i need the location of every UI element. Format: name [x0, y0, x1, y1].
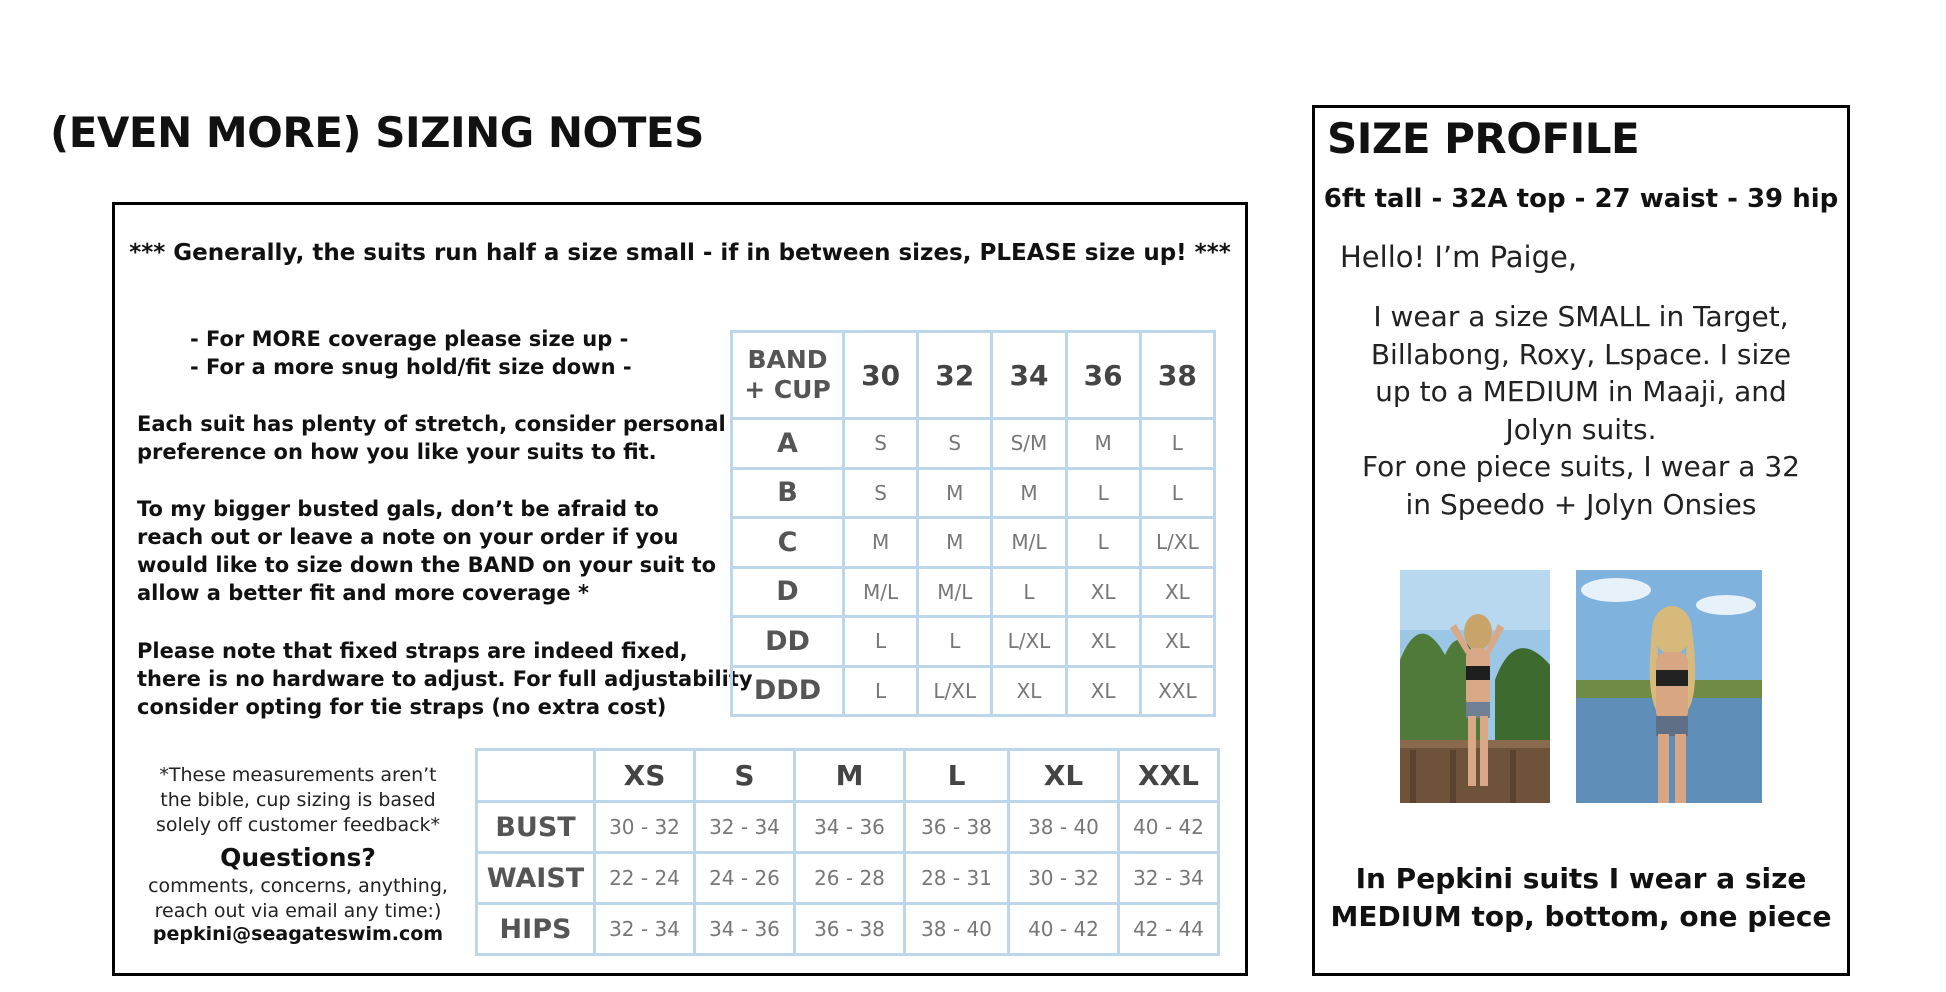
- measurement-cell: 34 - 36: [795, 802, 905, 853]
- bio-line: For one piece suits, I wear a 32: [1362, 450, 1800, 483]
- measurement-label: WAIST: [477, 853, 595, 904]
- stretch-note-line: Each suit has plenty of stretch, consider personal: [137, 412, 726, 436]
- size-cell: L/XL: [918, 666, 992, 716]
- corner-line: + CUP: [744, 375, 831, 404]
- coverage-note-size-down: - For a more snug hold/fit size down -: [190, 355, 632, 379]
- contact-line: reach out via email any time:): [154, 900, 442, 922]
- size-cell: L: [844, 666, 918, 716]
- measurement-cell: 24 - 26: [695, 853, 795, 904]
- size-header-cell: S: [695, 750, 795, 802]
- pepkini-size-note: [1312, 860, 1850, 936]
- measurement-cell: 32 - 34: [595, 904, 695, 955]
- contact-note: [128, 874, 468, 924]
- measurement-row: [477, 853, 1219, 904]
- size-cell: XL: [1066, 567, 1140, 617]
- size-header-cell: L: [905, 750, 1009, 802]
- model-photo-water: [1576, 570, 1762, 803]
- straps-note-line: consider opting for tie straps (no extra cost): [137, 695, 667, 719]
- size-cell: L/XL: [992, 617, 1066, 667]
- size-cell: XL: [992, 666, 1066, 716]
- measurement-cell: 28 - 31: [905, 853, 1009, 904]
- size-cell: XL: [1066, 666, 1140, 716]
- contact-email[interactable]: pepkini@seagateswim.com: [152, 923, 444, 945]
- body-measurement-table: [475, 748, 1220, 956]
- cup-label: C: [732, 518, 844, 568]
- questions-heading: Questions?: [220, 843, 376, 872]
- cup-label: D: [732, 567, 844, 617]
- band-note-line: allow a better fit and more coverage *: [137, 581, 589, 605]
- straps-note-line: there is no hardware to adjust. For full adjustability: [137, 667, 753, 691]
- measurement-label: BUST: [477, 802, 595, 853]
- disclaimer-line: solely off customer feedback*: [155, 814, 441, 836]
- size-cell: L: [1140, 468, 1214, 518]
- size-cell: M/L: [844, 567, 918, 617]
- page-title: (EVEN MORE) SIZING NOTES: [50, 108, 704, 157]
- size-header-cell: XS: [595, 750, 695, 802]
- general-sizing-note: *** Generally, the suits run half a size small - if in between sizes, PLEASE size up! ***: [129, 240, 1231, 266]
- measurement-row: [477, 904, 1219, 955]
- size-cell: L: [1066, 468, 1140, 518]
- band-header-cell: 38: [1140, 332, 1214, 419]
- straps-note-line: Please note that fixed straps are indeed fixed,: [137, 639, 688, 663]
- band-note: [137, 495, 716, 607]
- cup-row: [732, 617, 1215, 667]
- bio-line: I wear a size SMALL in Target,: [1373, 300, 1789, 333]
- cup-row: [732, 468, 1215, 518]
- band-cup-corner-label: [732, 332, 844, 419]
- bio-line: up to a MEDIUM in Maaji, and: [1375, 375, 1787, 408]
- size-header-cell: XL: [1009, 750, 1119, 802]
- band-header-cell: 32: [918, 332, 992, 419]
- size-cell: S: [918, 419, 992, 469]
- measurement-cell: 26 - 28: [795, 853, 905, 904]
- cup-label: DD: [732, 617, 844, 667]
- size-cell: M/L: [992, 518, 1066, 568]
- size-cell: L: [918, 617, 992, 667]
- cup-row: [732, 567, 1215, 617]
- size-cell: M: [844, 518, 918, 568]
- band-note-line: reach out or leave a note on your order if you: [137, 525, 679, 549]
- cup-label: A: [732, 419, 844, 469]
- bio-line: Jolyn suits.: [1505, 412, 1657, 446]
- stretch-note: [137, 410, 726, 466]
- measurement-cell: 40 - 42: [1119, 802, 1219, 853]
- size-header-cell: M: [795, 750, 905, 802]
- bio-line: Billabong, Roxy, Lspace. I size: [1370, 337, 1792, 371]
- size-cell: XXL: [1140, 666, 1214, 716]
- band-header-cell: 36: [1066, 332, 1140, 419]
- cup-row: [732, 419, 1215, 469]
- measurement-cell: 40 - 42: [1009, 904, 1119, 955]
- disclaimer-line: the bible, cup sizing is based: [160, 789, 436, 811]
- size-cell: L: [992, 567, 1066, 617]
- greeting: Hello! I’m Paige,: [1340, 240, 1578, 274]
- size-cell: L: [844, 617, 918, 667]
- band-header-cell: 30: [844, 332, 918, 419]
- size-cell: L: [1140, 419, 1214, 469]
- size-cell: M/L: [918, 567, 992, 617]
- size-cell: M: [918, 518, 992, 568]
- cup-label: DDD: [732, 666, 844, 716]
- straps-note: [137, 637, 753, 721]
- cup-label: B: [732, 468, 844, 518]
- pepkini-note-line: In Pepkini suits I wear a size: [1355, 862, 1807, 895]
- size-cell: XL: [1140, 617, 1214, 667]
- size-bio: [1330, 298, 1832, 523]
- measurement-row: [477, 802, 1219, 853]
- bio-line: in Speedo + Jolyn Onsies: [1405, 487, 1757, 521]
- measurement-cell: 36 - 38: [905, 802, 1009, 853]
- measurement-cell: 30 - 32: [1009, 853, 1119, 904]
- body-stats: 6ft tall - 32A top - 27 waist - 39 hip: [1323, 184, 1839, 214]
- band-header-row: [732, 332, 1215, 419]
- measurement-cell: 32 - 34: [1119, 853, 1219, 904]
- size-cell: M: [1066, 419, 1140, 469]
- size-cell: M: [992, 468, 1066, 518]
- size-cell: S: [844, 419, 918, 469]
- band-note-line: To my bigger busted gals, don’t be afraid to: [137, 497, 659, 521]
- band-cup-size-table: [730, 330, 1216, 717]
- contact-line: comments, concerns, anything,: [148, 875, 448, 897]
- stretch-note-line: preference on how you like your suits to fit.: [137, 440, 657, 464]
- size-cell: L: [1066, 518, 1140, 568]
- measurement-disclaimer: [128, 763, 468, 838]
- photo-illustration: [1400, 570, 1550, 803]
- measurement-cell: 22 - 24: [595, 853, 695, 904]
- pepkini-note-line: MEDIUM top, bottom, one piece: [1330, 900, 1832, 933]
- band-note-line: would like to size down the BAND on your suit to: [137, 553, 717, 577]
- size-profile-frame: [1312, 105, 1850, 976]
- measurement-cell: 32 - 34: [695, 802, 795, 853]
- size-cell: S/M: [992, 419, 1066, 469]
- measurement-cell: 34 - 36: [695, 904, 795, 955]
- measurement-cell: 38 - 40: [1009, 802, 1119, 853]
- cup-row: [732, 518, 1215, 568]
- disclaimer-line: *These measurements aren’t: [159, 764, 437, 786]
- size-cell: M: [918, 468, 992, 518]
- coverage-note-size-up: - For MORE coverage please size up -: [190, 327, 629, 351]
- measurement-cell: 30 - 32: [595, 802, 695, 853]
- cup-row: [732, 666, 1215, 716]
- measurement-corner-cell: [477, 750, 595, 802]
- size-cell: XL: [1066, 617, 1140, 667]
- measurement-cell: 36 - 38: [795, 904, 905, 955]
- measurement-cell: 38 - 40: [905, 904, 1009, 955]
- size-cell: XL: [1140, 567, 1214, 617]
- size-cell: L/XL: [1140, 518, 1214, 568]
- size-cell: S: [844, 468, 918, 518]
- band-header-cell: 34: [992, 332, 1066, 419]
- corner-line: BAND: [747, 345, 828, 374]
- size-header-row: [477, 750, 1219, 802]
- photo-illustration: [1576, 570, 1762, 803]
- measurement-label: HIPS: [477, 904, 595, 955]
- size-header-cell: XXL: [1119, 750, 1219, 802]
- measurement-cell: 42 - 44: [1119, 904, 1219, 955]
- size-profile-title: SIZE PROFILE: [1327, 114, 1640, 163]
- model-photo-dock: [1400, 570, 1550, 803]
